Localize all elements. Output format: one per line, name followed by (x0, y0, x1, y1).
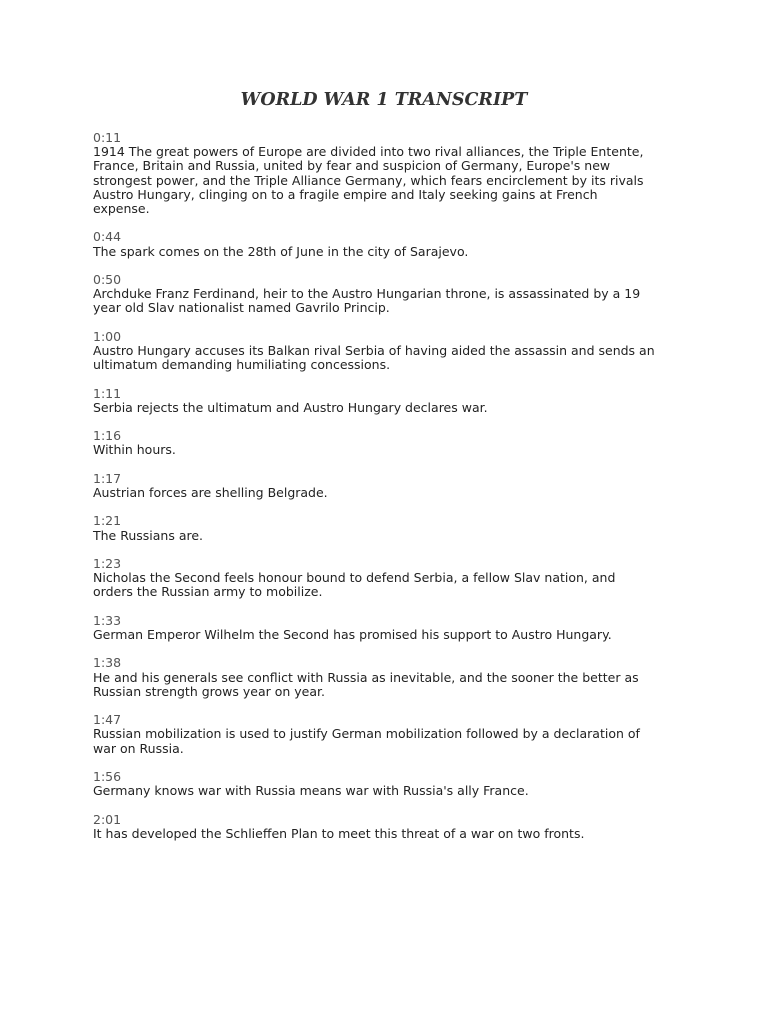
entry-timestamp: 2:01 (93, 811, 122, 827)
entry-timestamp: 0:11 (93, 130, 122, 145)
transcript-entry (93, 429, 683, 457)
entry-text: Austrian forces are shelling Belgrade. (93, 484, 328, 500)
transcript-entry (93, 656, 683, 699)
entry-text: Archduke Franz Ferdinand, heir to the Austro Hungarian throne, is assassinated by a 19 year old Slav nationalist named Gavrilo Princip. (93, 286, 641, 316)
entry-timestamp: 0:44 (93, 229, 122, 245)
entry-text: He and his generals see conflict with Russia as inevitable, and the sooner the better as Russian strength grows year on year. (93, 669, 639, 699)
entry-timestamp: 1:38 (93, 655, 122, 671)
transcript-entry (93, 387, 683, 415)
entry-timestamp: 1:17 (93, 470, 122, 486)
entry-text: Serbia rejects the ultimatum and Austro Hungary declares war. (93, 399, 488, 415)
entry-timestamp: 1:56 (93, 768, 122, 784)
page-title: WORLD WAR 1 TRANSCRIPT (240, 90, 528, 110)
entry-text: It has developed the Schlieffen Plan to meet this threat of a war on two fronts. (93, 825, 585, 841)
transcript-entry (93, 614, 683, 642)
transcript-entry (93, 330, 683, 373)
transcript-entry (93, 273, 683, 316)
entry-timestamp: 0:50 (93, 272, 122, 287)
transcript-entries (93, 131, 683, 841)
entry-text: 1914 The great powers of Europe are divided into two rival alliances, the Triple Entente, France, Britain and Russia, united by fear and suspicion of Germany, Europe's new strongest power, and the Triple Alliance Germany, which fears encirclement by its rivals Austro Hungary, clinging on to a fragile empire and Italy seeking gains at French expense. (93, 144, 644, 217)
entry-text: Nicholas the Second feels honour bound to defend Serbia, a fellow Slav nation, and orders the Russian army to mobilize. (93, 570, 616, 600)
entry-timestamp: 1:21 (93, 513, 122, 529)
entry-text: The Russians are. (93, 527, 204, 543)
transcript-entry (93, 131, 683, 216)
entry-timestamp: 1:11 (93, 385, 122, 401)
entry-text: German Emperor Wilhelm the Second has promised his support to Austro Hungary. (93, 626, 612, 642)
entry-text: Within hours. (93, 442, 176, 458)
transcript-entry (93, 713, 683, 756)
transcript-entry (93, 813, 683, 841)
transcript-entry (93, 557, 683, 600)
transcript-entry (93, 514, 683, 542)
entry-timestamp: 1:23 (93, 555, 122, 571)
entry-timestamp: 1:33 (93, 612, 122, 628)
entry-timestamp: 1:16 (93, 428, 122, 444)
entry-timestamp: 1:00 (93, 328, 122, 344)
entry-text: Germany knows war with Russia means war with Russia's ally France. (93, 783, 529, 799)
transcript-entry (93, 472, 683, 500)
entry-text: Austro Hungary accuses its Balkan rival Serbia of having aided the assassin and sends an ultimatum demanding humiliating concessions. (93, 343, 655, 373)
entry-text: The spark comes on the 28th of June in the city of Sarajevo. (93, 243, 469, 259)
entry-text: Russian mobilization is used to justify German mobilization followed by a declaration of war on Russia. (93, 726, 640, 756)
transcript-entry (93, 770, 683, 798)
entry-timestamp: 1:47 (93, 712, 122, 728)
transcript-entry (93, 230, 683, 258)
